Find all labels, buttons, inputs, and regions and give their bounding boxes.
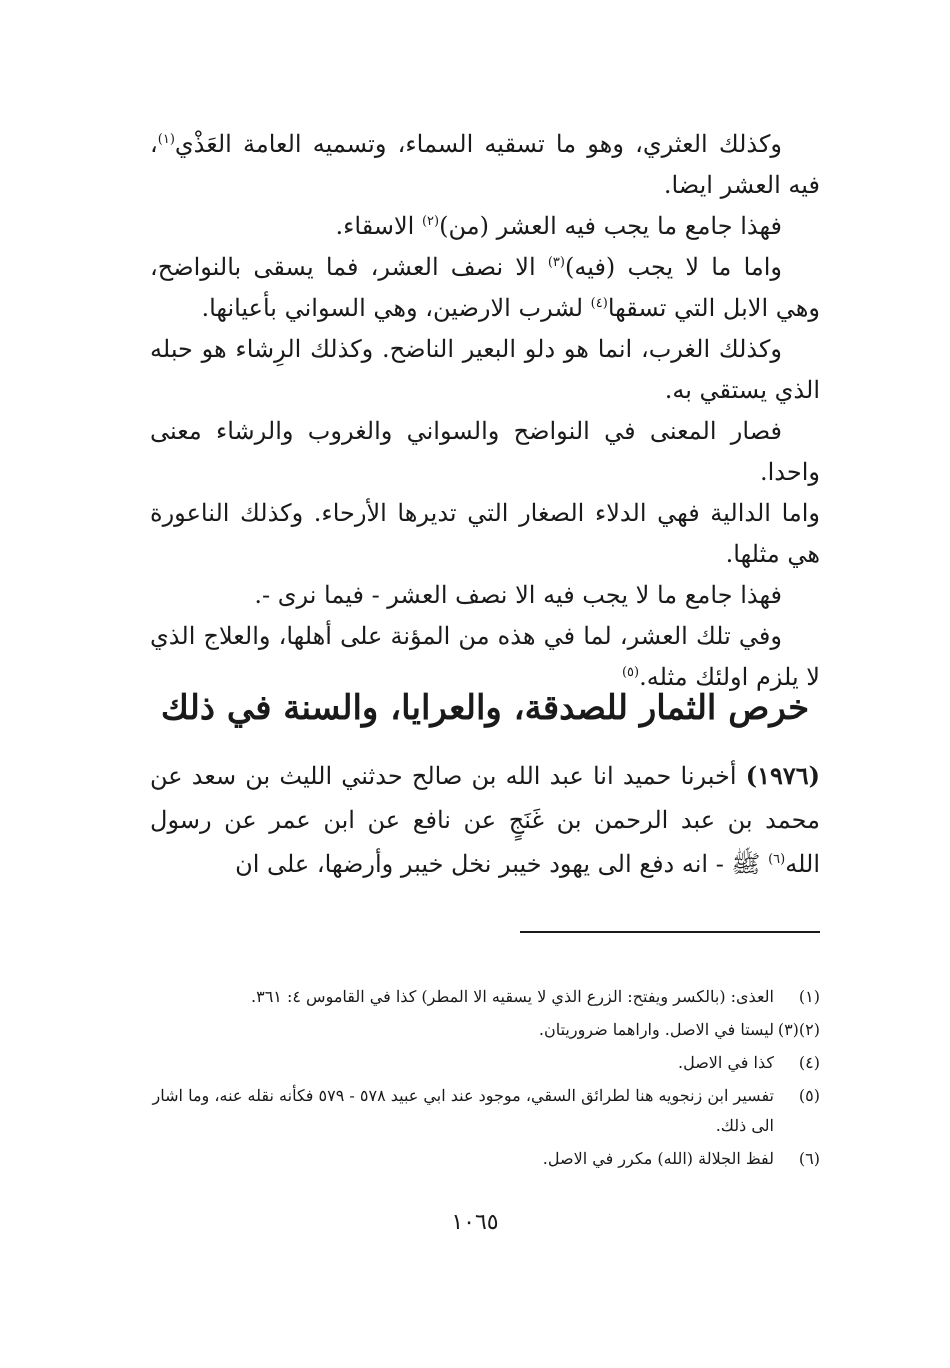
paragraph-text: لشرب الارضين، وهي السواني بأعيانها. bbox=[201, 294, 591, 322]
paragraph-text: واما ما لا يجب (فيه) bbox=[564, 253, 782, 281]
paragraph-text: وفي تلك العشر، لما في هذه من المؤنة على أهلها، والعلاج الذي لا يلزم اولئك مثله. bbox=[150, 622, 820, 691]
page-number: ١٠٦٥ bbox=[451, 1210, 499, 1235]
footnote-marker: (٢) bbox=[421, 214, 440, 229]
footnote-text: لفظ الجلالة (الله) مكرر في الاصل. bbox=[542, 1149, 774, 1168]
footnote-item bbox=[150, 1048, 820, 1078]
paragraph-text: وكذلك الغرب، انما هو دلو البعير الناضح. وكذلك الرِشاء هو حبله الذي يستقي به. bbox=[150, 335, 820, 404]
footnote-marker: (٤) bbox=[590, 296, 608, 311]
paragraph-text: الا نصف العشر، فما يسقى بالنواضح، وهي الابل التي تسقها bbox=[150, 253, 820, 322]
paragraph-text: الاسقاء. bbox=[335, 212, 422, 240]
body-paragraph bbox=[150, 206, 820, 247]
paragraph-text: واما الدالية فهي الدلاء الصغار التي تديرها الأرحاء. وكذلك الناعورة هي مثلها. bbox=[150, 499, 820, 568]
hadith-paragraph bbox=[150, 754, 820, 886]
hadith-text-part-1: أخبرنا حميد انا عبد الله بن صالح حدثني الليث بن سعد عن محمد بن عبد الرحمن بن غَنَجٍ عن نافع عن ابن عمر عن رسول الله bbox=[150, 762, 820, 878]
footnote-number: (٤) bbox=[798, 1053, 820, 1072]
body-text bbox=[150, 124, 820, 698]
footnote-marker: (١) bbox=[157, 132, 175, 147]
footnote-number: (١) bbox=[798, 987, 820, 1006]
body-paragraph bbox=[150, 247, 820, 329]
footnote-item bbox=[150, 1144, 820, 1174]
footnote-number: (٢)(٣) bbox=[777, 1020, 820, 1039]
section-heading: خرص الثمار للصدقة، والعرايا، والسنة في ذلك bbox=[160, 688, 810, 728]
footnote-item bbox=[150, 1015, 820, 1045]
footnote-marker: (٥) bbox=[621, 665, 640, 680]
footnote-text: ليستا في الاصل. واراهما ضروريتان. bbox=[538, 1020, 774, 1039]
footnote-separator bbox=[520, 931, 820, 933]
footnote-number: (٦) bbox=[798, 1149, 820, 1168]
footnote-item bbox=[150, 1081, 820, 1141]
paragraph-text: ، فيه العشر ايضا. bbox=[150, 130, 820, 199]
footnote-number: (٥) bbox=[798, 1086, 820, 1105]
footnotes-list bbox=[150, 982, 820, 1177]
hadith-number: (١٩٧٦) bbox=[745, 761, 820, 790]
paragraph-text: وكذلك العثري، وهو ما تسقيه السماء، وتسميه العامة العَذْي bbox=[174, 130, 782, 158]
body-paragraph bbox=[150, 329, 820, 411]
hadith-text-part-2: ﷺ - انه دفع الى يهود خيبر نخل خيبر وأرضها، على ان bbox=[235, 850, 769, 878]
footnote-marker: (٦) bbox=[768, 852, 786, 867]
footnote-text: كذا في الاصل. bbox=[678, 1053, 774, 1072]
footnote-text: العذى: (بالكسر ويفتح: الزرع الذي لا يسقيه الا المطر) كذا في القاموس ٤: ٣٦١. bbox=[251, 987, 774, 1006]
paragraph-text: فصار المعنى في النواضح والسواني والغروب والرشاء معنى واحدا. bbox=[150, 417, 820, 486]
body-paragraph bbox=[150, 575, 820, 616]
paragraph-text: فهذا جامع ما يجب فيه العشر (من) bbox=[439, 212, 782, 240]
body-paragraph bbox=[150, 124, 820, 206]
body-paragraph bbox=[150, 493, 820, 575]
paragraph-text: فهذا جامع ما لا يجب فيه الا نصف العشر - فيما نرى -. bbox=[254, 581, 782, 609]
body-paragraph bbox=[150, 411, 820, 493]
footnote-item bbox=[150, 982, 820, 1012]
footnote-text: تفسير ابن زنجويه هنا لطرائق السقي، موجود عند ابي عبيد ٥٧٨ - ٥٧٩ فكأنه نقله عنه، وما اشار الى ذلك. bbox=[152, 1086, 774, 1135]
footnote-marker: (٣) bbox=[547, 255, 565, 270]
